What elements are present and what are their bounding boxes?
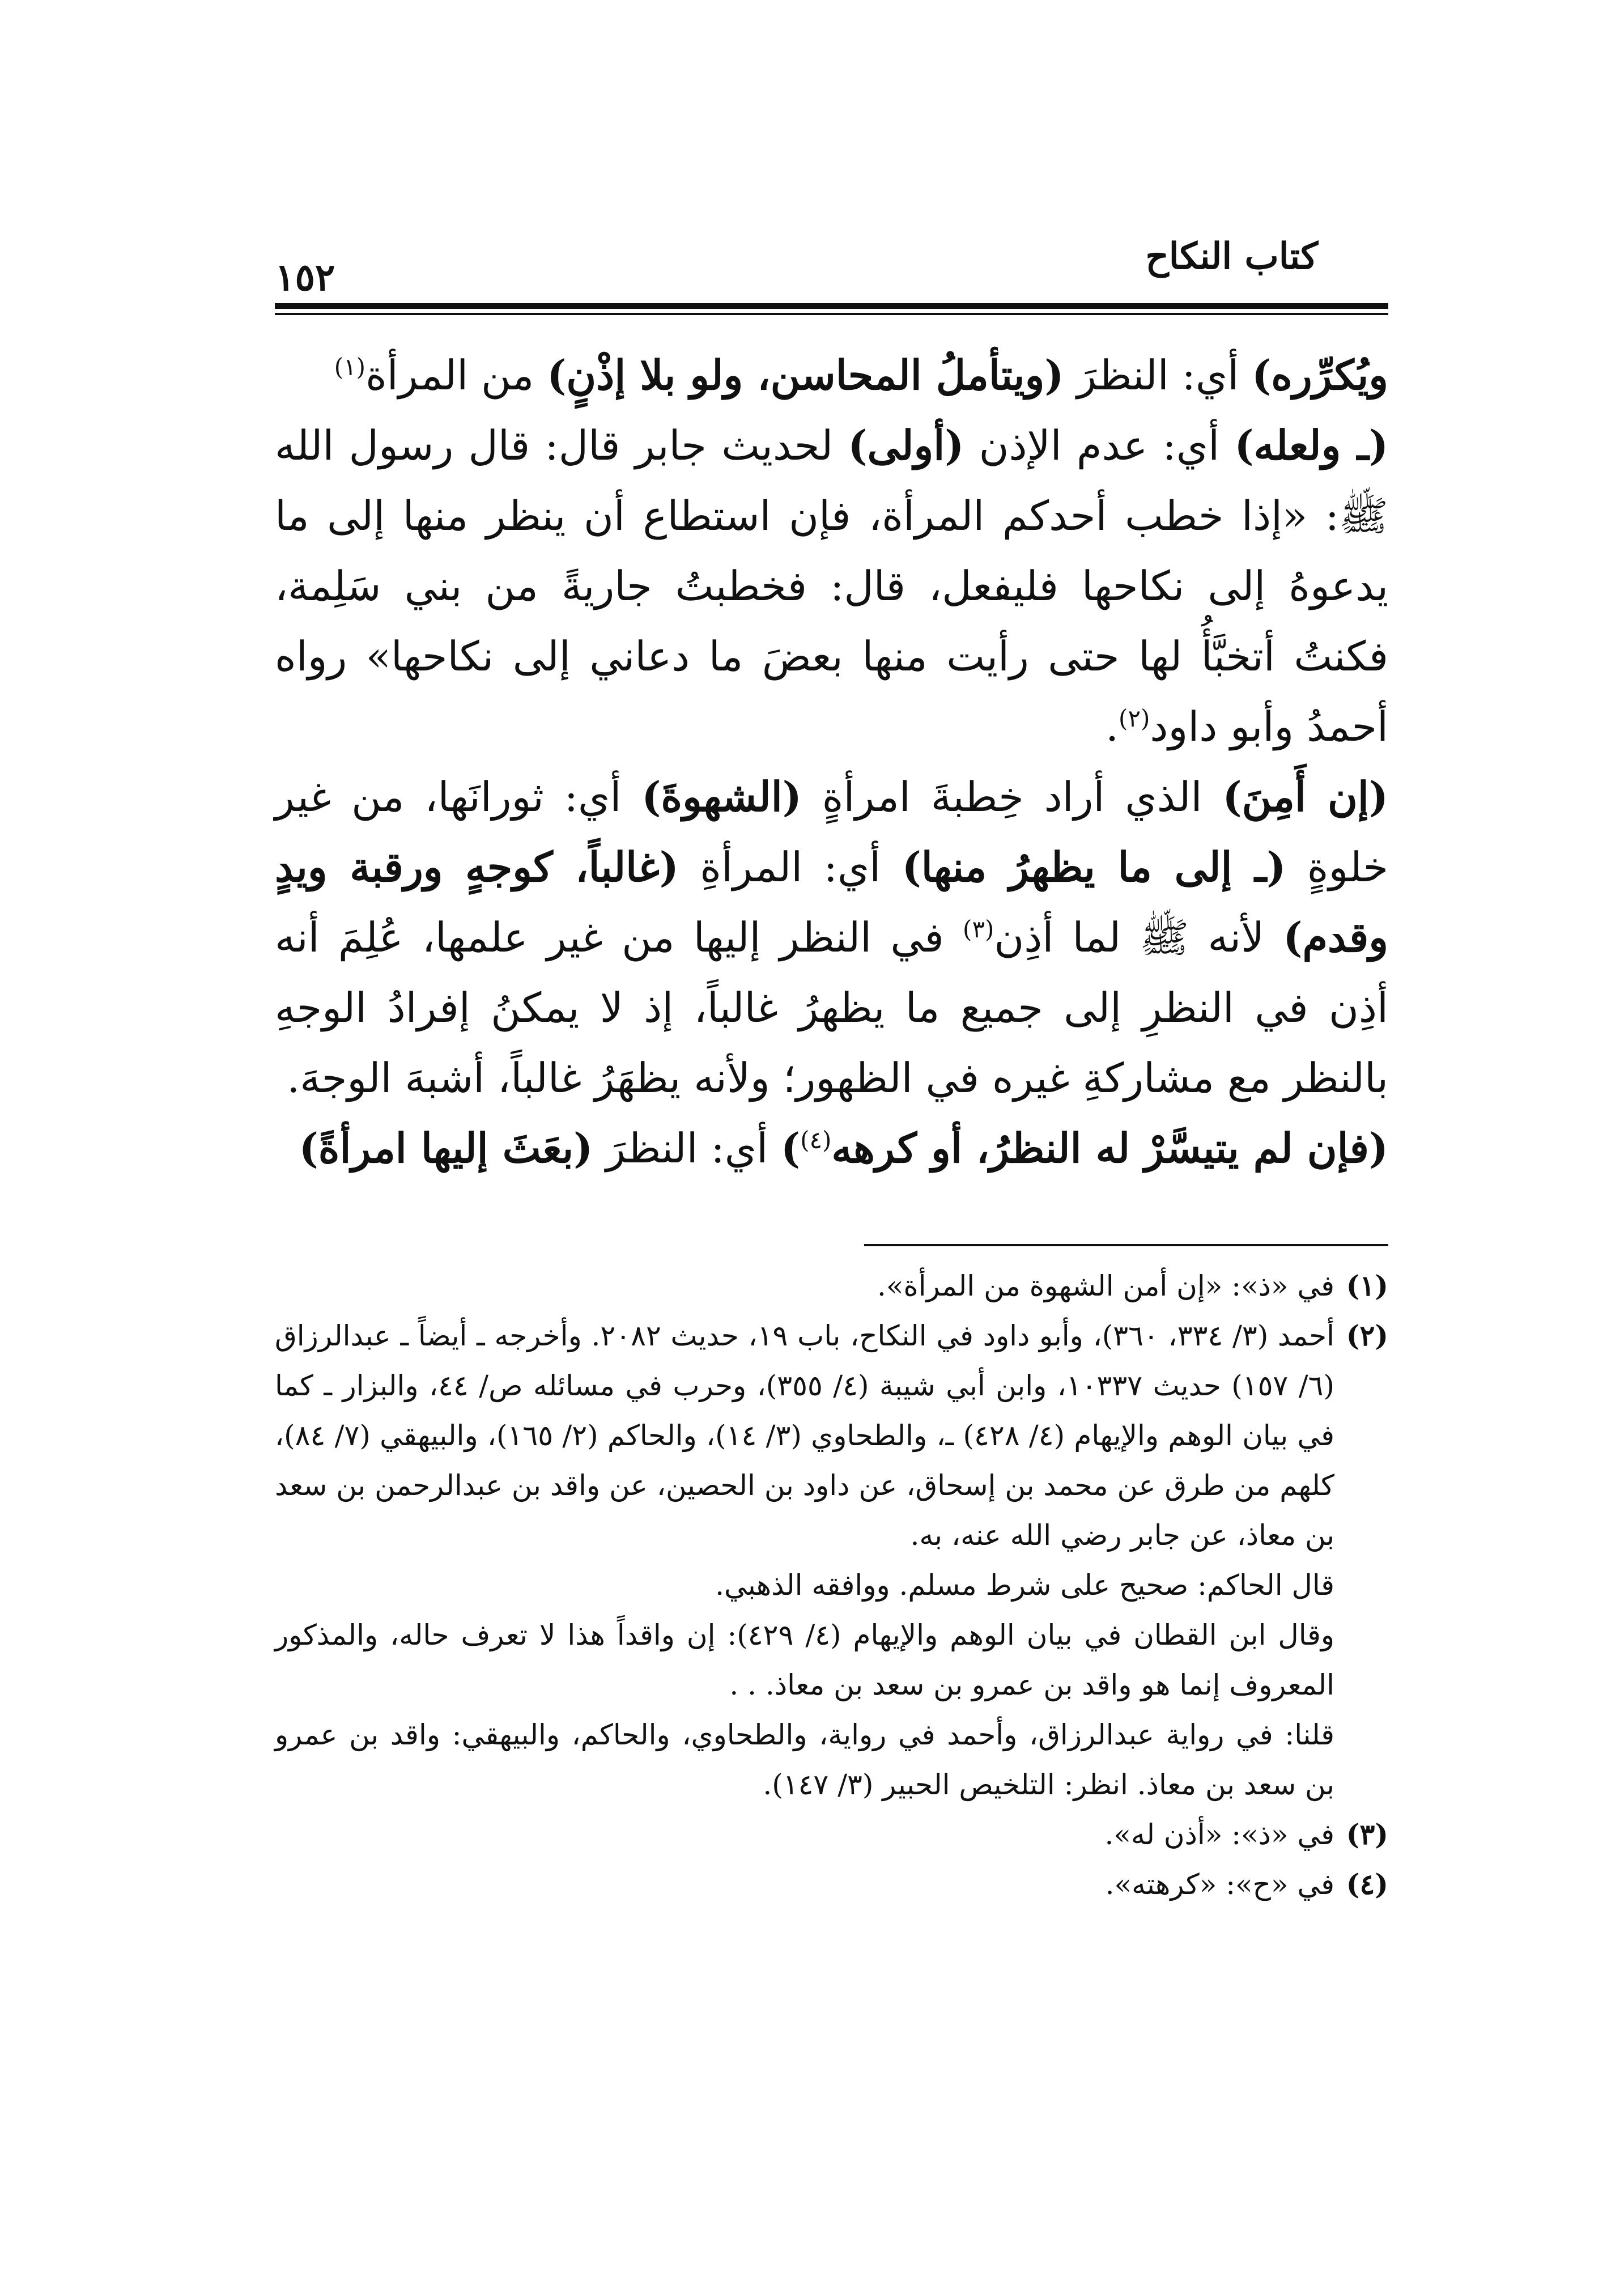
matn-text: (الشهوةَ) (641, 772, 802, 821)
running-title: كتاب النكاح (1145, 235, 1318, 278)
footnote-text: في «ذ»: «أذن له». (1104, 1818, 1334, 1851)
sharh-text: الذي أراد خِطبةَ امرأةٍ (801, 773, 1223, 821)
matn-text: (ـ ولعله) (1234, 421, 1389, 469)
footnote-2-continuation: وقال ابن القطان في بيان الوهم والإيهام (٤/ ٤٢٩): إن واقداً هذا لا تعرف حاله، والمذكور المعروف إنما هو واقد بن عمرو بن سعد بن معاذ. . . (275, 1619, 1334, 1701)
sharh-text: في النظر إليها من غير علمها، عُلِمَ أنه أذِن في النظرِ إلى جميع ما يظهرُ غالباً، إذ لا يمكنُ إفرادُ الوجهِ بالنظر مع مشاركةِ غيره في الظهور؛ ولأنه يظهَرُ غالباً، أشبهَ الوجهَ. (275, 914, 1388, 1102)
sharh-text: أي: ثورانَها، من غير خلوةٍ (275, 773, 1388, 891)
footnote-text: في «ح»: «كرهته». (1105, 1868, 1334, 1901)
paragraph-3 (275, 762, 1388, 1113)
footnote-1 (275, 1261, 1388, 1311)
sharh-text: أي: المرأةِ (678, 843, 902, 891)
sharh-text: لحديث جابر قال: قال رسول الله ﷺ: «إذا خطب أحدكم المرأة، فإن استطاع أن ينظر منها إلى ما يدعوهُ إلى نكاحها فليفعل، قال: فخطبتُ جاريةً من بني سَلِمة، فكنتُ أتخبَّأُ لها حتى رأيت منها بعضَ ما دعاني إلى نكاحها» رواه أحمدُ وأبو داود (275, 422, 1388, 750)
sharh-text: أي: النظرَ (593, 1124, 781, 1172)
footnote-separator (864, 1244, 1388, 1246)
matn-text: (غالباً، كوجهٍ ورقبة ويدٍ وقدم) (275, 843, 1389, 961)
footnote-2 (275, 1311, 1388, 1560)
footnote-number: (٤) (1346, 1867, 1388, 1901)
footnote-2-continuation: قال الحاكم: صحيح على شرط مسلم. ووافقه الذهبي. (715, 1569, 1334, 1602)
footnotes (275, 1261, 1388, 1909)
matn-text: (ـ إلى ما يظهرُ منها) (902, 843, 1286, 891)
footnote-number: (٢) (1346, 1319, 1388, 1352)
sharh-text: أي: عدم الإذن (964, 422, 1235, 469)
header-rule-thick (275, 303, 1388, 309)
paragraph-2 (275, 410, 1388, 762)
page-number: ١٥٢ (275, 255, 335, 299)
footnote-ref: (١) (334, 353, 366, 381)
footnote-4 (275, 1859, 1388, 1909)
matn-text: (ويتأملُ المحاسن، ولو بلا إذْنٍ) (547, 351, 1064, 399)
footnote-ref: (٣) (963, 915, 994, 943)
footnote-2-continuation: قلنا: في رواية عبدالرزاق، وأحمد في رواية، والطحاوي، والحاكم، والبيهقي: واقد بن عمرو بن سعد بن معاذ. انظر: التلخيص الحبير (٣/ ١٤٧). (275, 1718, 1334, 1801)
matn-text: (أولى) (848, 421, 964, 469)
sharh-text: لأنه ﷺ لما أذِن (994, 914, 1283, 961)
matn-text: (بعَثَ إليها امرأةً) (299, 1124, 593, 1172)
footnote-ref: (٤) (800, 1126, 832, 1154)
sharh-text: . (1106, 703, 1119, 750)
matn-text: ويُكرِّره) (1252, 351, 1388, 399)
main-text (275, 340, 1388, 1183)
matn-text: ) (780, 1124, 801, 1172)
matn-text: (إن أَمِنَ) (1222, 772, 1388, 821)
header-rule-thin (275, 313, 1388, 315)
footnote-ref: (٢) (1119, 704, 1150, 732)
footnote-number: (١) (1346, 1269, 1388, 1302)
matn-text: (فإن لم يتيسَّرْ له النظرُ، أو كرهه (831, 1124, 1388, 1172)
footnote-number: (٣) (1346, 1818, 1388, 1851)
footnote-3 (275, 1810, 1388, 1859)
footnote-text: في «ذ»: «إن أمن الشهوة من المرأة». (877, 1269, 1334, 1302)
footnote-text: أحمد (٣/ ٣٣٤، ٣٦٠)، وأبو داود في النكاح، باب ١٩، حديث ٢٠٨٢. وأخرجه ـ أيضاً ـ عبدالرزاق (٦/ ١٥٧) حديث ١٠٣٣٧، وابن أبي شيبة (٤/ ٣٥٥)، وحرب في مسائله ص/ ٤٤، والبزار ـ كما في بيان الوهم والإيهام (٤/ ٤٢٨) ـ، والطحاوي (٣/ ١٤)، والحاكم (٢/ ١٦٥)، والبيهقي (٧/ ٨٤)، كلهم من طرق عن محمد بن إسحاق، عن داود بن الحصين، عن واقد بن عبدالرحمن بن سعد بن معاذ، عن جابر رضي الله عنه، به. (275, 1319, 1335, 1552)
sharh-text: أي: النظرَ (1064, 351, 1252, 399)
sharh-text: من المرأة (365, 351, 547, 399)
paragraph-1 (275, 340, 1388, 410)
paragraph-4 (275, 1113, 1388, 1183)
